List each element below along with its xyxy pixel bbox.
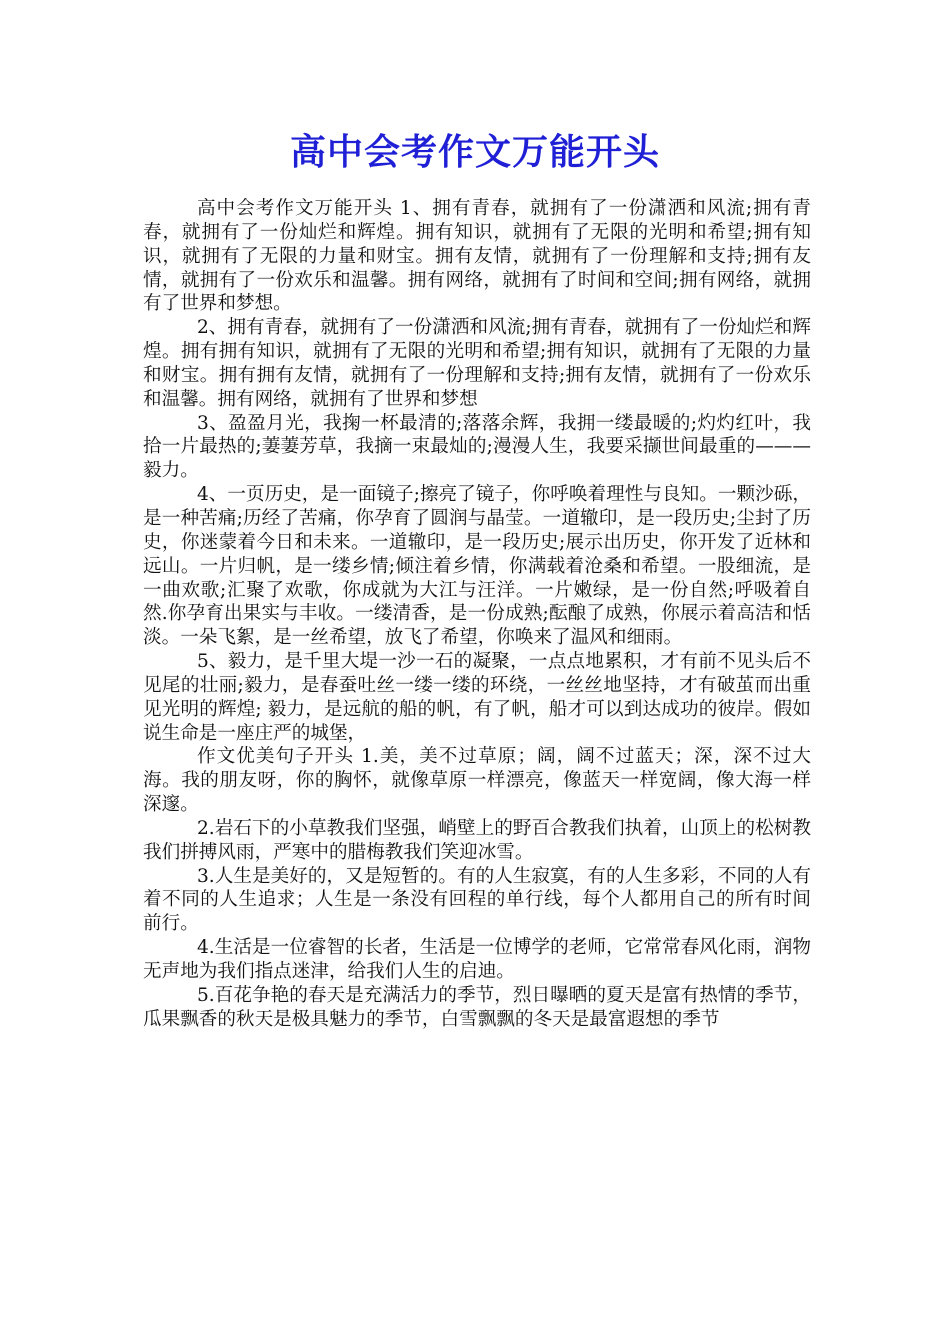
paragraph-5: 5、毅力，是千里大堤一沙一石的凝聚，一点点地累积，才有前不见头后不见尾的壮丽;毅力，是春蚕吐丝一缕一缕的环绕，一丝丝地坚持，才有破茧而出重见光明的辉煌; 毅力，是远航的船的帆，有了帆，船才可以到达成功的彼岸。假如说生命是一座庄严的城堡， (143, 651, 811, 744)
paragraph-1: 高中会考作文万能开头 1、拥有青春，就拥有了一份潇洒和风流;拥有青春，就拥有了一份灿烂和辉煌。拥有知识，就拥有了无限的光明和希望;拥有知识，就拥有了无限的力量和财宝。拥有友情，就拥有了一份理解和支持;拥有友情，就拥有了一份欢乐和温馨。拥有网络，就拥有了时间和空间;拥有网络，就拥有了世界和梦想。 (143, 198, 811, 315)
paragraph-7: 2.岩石下的小草教我们坚强，峭壁上的野百合教我们执着，山顶上的松树教我们拼搏风雨，严寒中的腊梅教我们笑迎冰雪。 (143, 817, 811, 863)
paragraph-4: 4、一页历史，是一面镜子;擦亮了镜子，你呼唤着理性与良知。一颗沙砾，是一种苦痛;历经了苦痛，你孕育了圆润与晶莹。一道辙印，是一段历史;尘封了历史，你迷蒙着今日和未来。一道辙印，是一段历史;展示出历史，你开发了近林和远山。一片归帆，是一缕乡情;倾注着乡情，你满载着沧桑和希望。一股细流，是一曲欢歌;汇聚了欢歌，你成就为大江与汪洋。一片嫩绿，是一份自然;呼吸着自然.你孕育出果实与丰收。一缕清香，是一份成熟;酝酿了成熟，你展示着高洁和恬淡。一朵飞絮，是一丝希望，放飞了希望，你唤来了温风和细雨。 (143, 484, 811, 649)
paragraph-10: 5.百花争艳的春天是充满活力的季节，烈日曝晒的夏天是富有热情的季节，瓜果飘香的秋天是极具魅力的季节，白雪飘飘的冬天是最富遐想的季节 (143, 984, 811, 1030)
paragraph-2: 2、拥有青春，就拥有了一份潇洒和风流;拥有青春，就拥有了一份灿烂和辉煌。拥有拥有知识，就拥有了无限的光明和希望;拥有知识，就拥有了无限的力量和财宝。拥有拥有友情，就拥有了一份理解和支持;拥有友情，就拥有了一份欢乐和温馨。拥有网络，就拥有了世界和梦想 (143, 317, 811, 410)
document-body (143, 197, 811, 1032)
paragraph-8: 3.人生是美好的，又是短暂的。有的人生寂寞，有的人生多彩，不同的人有着不同的人生追求；人生是一条没有回程的单行线，每个人都用自己的所有时间前行。 (143, 865, 811, 935)
paragraph-9: 4.生活是一位睿智的长者，生活是一位博学的老师，它常常春风化雨，润物无声地为我们指点迷津，给我们人生的启迪。 (143, 937, 811, 982)
paragraph-6: 作文优美句子开头 1.美，美不过草原；阔，阔不过蓝天；深，深不过大海。我的朋友呀，你的胸怀，就像草原一样漂亮，像蓝天一样宽阔，像大海一样深邃。 (143, 746, 811, 816)
paragraph-3: 3、盈盈月光，我掬一杯最清的;落落余辉，我拥一缕最暖的;灼灼红叶，我拾一片最热的;萋萋芳草，我摘一束最灿的;漫漫人生，我要采撷世间最重的———毅力。 (143, 412, 811, 482)
document-title: 高中会考作文万能开头 (289, 131, 660, 173)
